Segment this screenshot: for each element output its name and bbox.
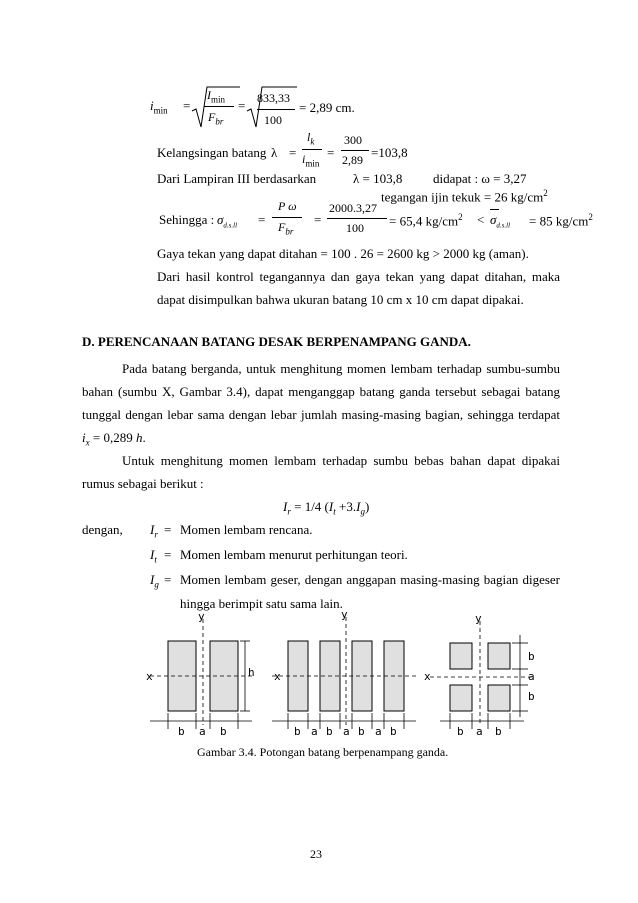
equals-sign: = — [183, 98, 191, 113]
fraction-bar — [302, 149, 322, 150]
value-2-89: 2,89 — [342, 153, 363, 167]
fraction-bar — [204, 106, 234, 107]
value-100: 100 — [264, 113, 282, 127]
section-3-bar-tr — [488, 643, 510, 669]
equals-sign: = — [164, 572, 172, 587]
def-text-ir: Momen lembam rencana. — [180, 522, 313, 537]
kelangsingan-label: Kelangsingan batang — [157, 145, 267, 160]
result-103-8: =103,8 — [371, 145, 408, 160]
value-100: 100 — [346, 221, 364, 235]
fig2-x-label: x — [274, 670, 281, 683]
para1-line-2: bahan (sumbu X, Gambar 3.4), dapat menganggap batang ganda tersebut sebagai batang — [82, 384, 560, 399]
equals-sign: = — [238, 98, 246, 113]
equals-sign: = — [164, 522, 172, 537]
def-text-ig: Momen lembam geser, dengan anggapan masing-masing bagian digeser — [180, 572, 560, 587]
tegangan-ijin-text: tegangan ijin tekuk = 26 $kg/cm^2$ — [381, 188, 548, 205]
def-symbol-ig: $I_g$ — [150, 572, 159, 590]
fig1-x-label: x — [146, 670, 153, 683]
F-br-denominator: $F_{br}$ — [278, 220, 294, 237]
P-omega-numerator: P ω — [278, 199, 297, 213]
section-3-bar-tl — [450, 643, 472, 669]
fig1-b-label: b — [178, 725, 185, 738]
equals-sign: = — [258, 212, 266, 227]
fig2-a-label: a — [311, 725, 318, 738]
para2-line-1: Untuk menghitung momen lembam terhadap sumbu bebas bahan dapat dipakai — [122, 453, 560, 468]
result-85: = 85 $kg/cm^2$ — [529, 212, 593, 229]
dari-hasil-line-2: dapat disimpulkan bahwa ukuran batang 10 cm x 10 cm dapat dipakai. — [157, 292, 524, 307]
fig2-y-label: y — [341, 608, 348, 621]
value-300: 300 — [344, 133, 362, 147]
fig3-a-label: a — [476, 725, 483, 738]
para1-line-3: tunggal dengan lebar sama dengan lebar jumlah masing-masing bagian, sehingga terdapat — [82, 407, 560, 422]
overline — [490, 209, 499, 210]
section-title: D. PERENCANAAN BATANG DESAK BERPENAMPANG GANDA. — [82, 334, 471, 349]
section-3-bar-br — [488, 685, 510, 711]
fig1-y-label: y — [198, 610, 205, 623]
lambda-value: λ = 103,8 — [353, 171, 403, 186]
figure-caption: Gambar 3.4. Potongan batang berpenampang ganda. — [197, 745, 449, 759]
lambda-symbol: λ — [271, 145, 278, 160]
section-2-bar-3 — [352, 641, 372, 711]
equals-sign: = — [164, 547, 172, 562]
def-symbol-ir: $I_r$ — [150, 522, 158, 540]
equals-sign: = — [289, 145, 297, 160]
I-min-numerator: $I_{min}$ — [207, 88, 226, 105]
fig2-b-label: b — [294, 725, 301, 738]
fig3-b-right-label: b — [528, 690, 535, 703]
result-65-4: = 65,4 $kg/cm^2$ — [389, 212, 463, 229]
fraction-bar — [327, 218, 387, 219]
fig2-b-label: b — [390, 725, 397, 738]
equals-sign: = — [327, 145, 335, 160]
fig3-x-label: x — [424, 670, 431, 683]
ix-formula: $i_x = 0,289$ h. — [82, 430, 146, 448]
F-br-denominator: $F_{br}$ — [208, 110, 224, 127]
fig3-b-label: b — [495, 725, 502, 738]
lampiran-text: Dari Lampiran III berdasarkan — [157, 171, 317, 186]
section-3-bar-bl — [450, 685, 472, 711]
section-2-bar-1 — [288, 641, 308, 711]
value-2000-3-27: 2000.3,27 — [329, 201, 377, 215]
dengan-label: dengan, — [82, 522, 123, 537]
omega-value: didapat : ω = 3,27 — [433, 171, 527, 186]
para1-line-1: Pada batang berganda, untuk menghitung momen lembam terhadap sumbu-sumbu — [122, 361, 560, 376]
fraction-bar — [272, 217, 302, 218]
less-than-sign: < — [477, 212, 485, 227]
fig3-b-right-label: b — [528, 650, 535, 663]
fig2-b-label: b — [326, 725, 333, 738]
fig2-a-label: a — [375, 725, 382, 738]
def-text-ig-cont: hingga berimpit satu sama lain. — [180, 596, 343, 611]
imin-symbol: $i_{min}$ — [150, 98, 168, 116]
sehingga-label: Sehingga : — [159, 212, 215, 227]
def-symbol-it: $I_t$ — [150, 547, 157, 565]
equals-sign: = — [314, 212, 322, 227]
fig3-a-right-label: a — [528, 670, 535, 683]
sigma-dsll: $\sigma_{d.s.ll}$ — [217, 212, 238, 230]
cross-section-figure — [0, 605, 638, 745]
ir-formula: $I_r = 1/4$ $(I_t +3.I_g)$ — [283, 499, 370, 517]
def-text-it: Momen lembam menurut perhitungan teori. — [180, 547, 408, 562]
lk-numerator: $l_k$ — [307, 130, 315, 147]
dari-hasil-line-1: Dari hasil kontrol tegangannya dan gaya tekan yang dapat ditahan, maka — [157, 269, 560, 284]
fig1-h-label: h — [248, 666, 255, 679]
sigma-dsll-bar: $\sigma_{d.s.ll}$ — [490, 212, 511, 230]
fig1-a-label: a — [199, 725, 206, 738]
fig1-b-label: b — [220, 725, 227, 738]
para2-line-2: rumus sebagai berikut : — [82, 476, 204, 491]
value-833-33: 833,33 — [257, 91, 290, 105]
fraction-bar — [257, 109, 295, 110]
page-number: 23 — [310, 847, 322, 861]
gaya-tekan-text: Gaya tekan yang dapat ditahan = 100 . 26 = 2600 kg > 2000 kg (aman). — [157, 246, 529, 261]
fig3-b-label: b — [457, 725, 464, 738]
fraction-bar — [341, 150, 369, 151]
fig2-b-label: b — [358, 725, 365, 738]
imin-denominator: $i_{min}$ — [302, 152, 320, 169]
fig3-y-label: y — [475, 612, 482, 625]
result-2-89-cm: = 2,89 cm. — [299, 100, 355, 115]
fig2-a-label: a — [343, 725, 350, 738]
